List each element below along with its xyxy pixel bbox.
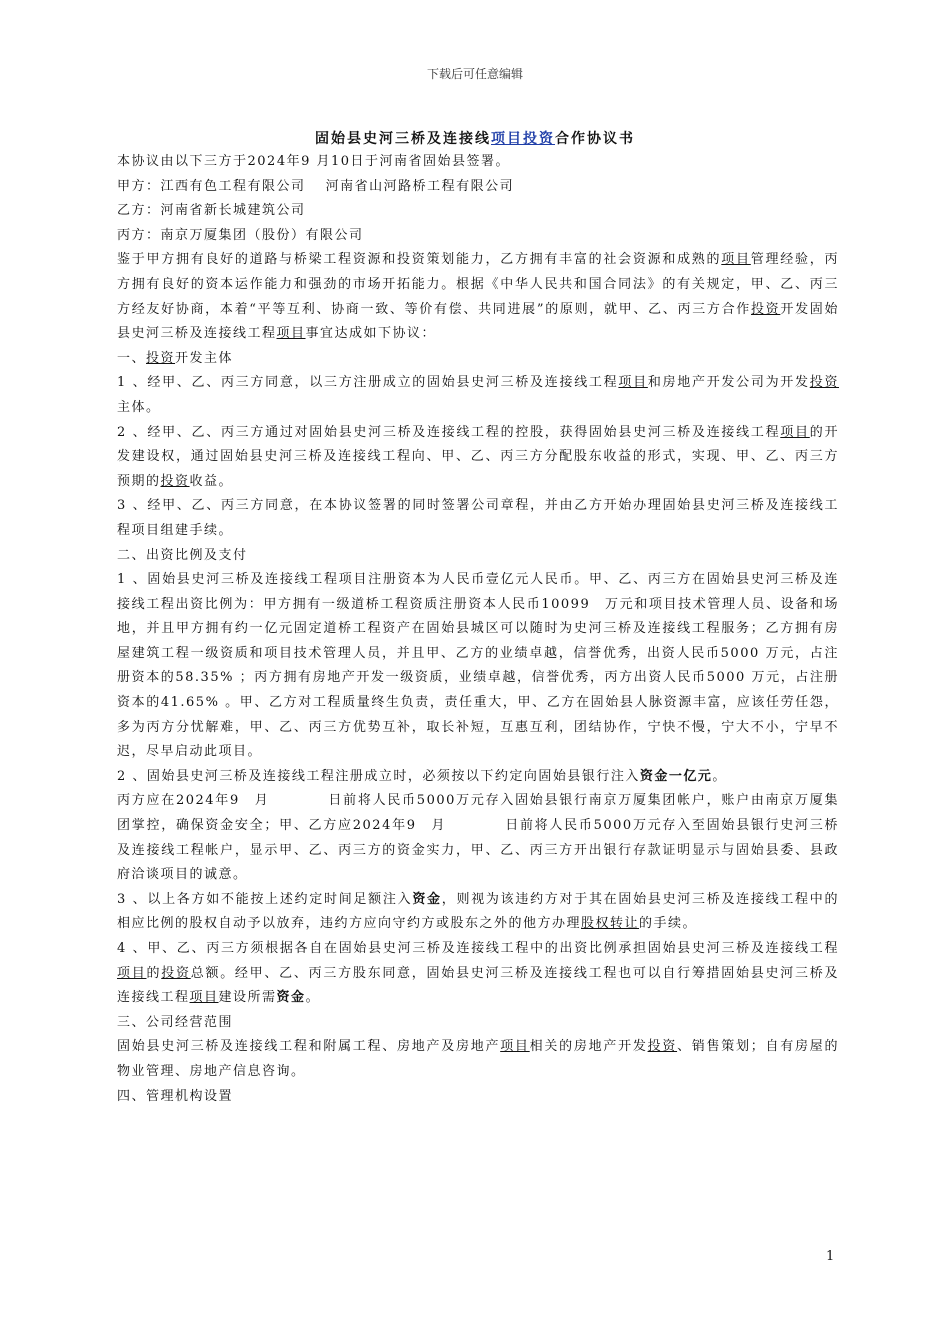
title-suffix: 合作协议书	[555, 131, 635, 147]
text-run: 的开发建设权，通过固始县史河三桥及连接线工程向、甲、乙、丙三方分配股东收益的形式，实现、甲、乙、丙三方预期的	[117, 424, 839, 489]
text-run: 4 、甲、乙、丙三方须根据各自在固始县史河三桥及连接线工程中的出资比例承担固始县史河三桥及连接线工程	[117, 941, 839, 956]
title-prefix: 固始县史河三桥及连接线	[315, 131, 491, 147]
text-run: 1 、经甲、乙、丙三方同意，以三方注册成立的固始县史河三桥及连接线工程	[117, 375, 619, 391]
keyword-link[interactable]: 投资	[809, 375, 839, 391]
text-run: 一、	[117, 350, 147, 366]
keyword-link[interactable]: 项目	[721, 252, 751, 268]
keyword-link[interactable]: 项目	[618, 375, 648, 391]
text-run: 2 、固始县史河三桥及连接线工程注册成立时，必须按以下约定向固始县银行注入	[117, 768, 640, 784]
keyword-link[interactable]: 项目	[117, 965, 147, 981]
text-run: 相关的房地产开发	[529, 1039, 648, 1055]
text-run: 、销售策划；自有房屋的物业管理、房地产信息咨询。	[117, 1039, 839, 1079]
text-run: 收益。	[189, 473, 234, 489]
text-run: 管理经验，丙方拥有良好的资本运作能力和强劲的市场开拓能力。根据《中华人民共和国合同法》的有关规定，甲、乙、丙三方经友好协商，本着“平等互利、协商一致、等价有偿、共同进展”的原则，就甲、乙、丙三方合作	[117, 252, 839, 317]
keyword-link[interactable]: 投资	[160, 473, 190, 489]
keyword-link[interactable]: 股权转让	[581, 916, 640, 932]
keyword-link[interactable]: 项目	[189, 990, 219, 1006]
section-2-clause-2-detail: 丙方应在2024年9 月 日前将人民币5000万元存入固始县银行南京万厦集团帐户，账户由南京万厦集团掌控，确保资金安全；甲、乙方应2024年9 月 日前将人民币5000万元存入至固始县银行史河三桥及连接线工程帐户，显示甲、乙、丙三方的资金实力，甲、乙、丙三方开出银行存款证明显示与固始县委、县政府洽谈项目的诚意。	[117, 793, 839, 883]
text-run: 。	[712, 768, 727, 784]
keyword-link[interactable]: 项目	[780, 424, 810, 440]
preamble-paragraph	[117, 248, 839, 346]
text-run: ，则视为该违约方对于其在固始县史河三桥及连接线工程中的相应比例的股权自动予以放弃，违约方应向守约方或股东之外的他方办理	[117, 891, 839, 932]
text-run: 总额。经甲、乙、丙三方股东同意，固始县史河三桥及连接线工程也可以自行筹措固始县史河三桥及连接线工程	[117, 965, 839, 1006]
document-body	[117, 150, 839, 1109]
title-link[interactable]: 项目投资	[491, 131, 555, 147]
text-run: 鉴于甲方拥有良好的道路与桥梁工程资源和投资策划能力，乙方拥有丰富的社会资源和成熟的	[117, 252, 722, 268]
document-title	[0, 128, 950, 148]
bold-text: 资金	[276, 990, 306, 1006]
party-c: 丙方：南京万厦集团（股份）有限公司	[117, 227, 364, 243]
section-2-clause-3	[117, 888, 839, 937]
text-run: 事宜达成如下协议：	[305, 326, 437, 342]
text-run: 开发主体	[175, 350, 234, 366]
text-run: 的	[146, 965, 162, 981]
section-2-clause-1: 1 、固始县史河三桥及连接线工程项目注册资本为人民币壹亿元人民币。甲、乙、丙三方在固始县史河三桥及连接线工程出资比例为：甲方拥有一级道桥工程资质注册资本人民币10099 万元和项目技术管理人员、设备和场地，并且甲方拥有约一亿元固定道桥工程资产在固始县城区可以随时为史河三桥及连接线工程服务；乙方拥有房屋建筑工程一级资质和项目技术管理人员，并且甲、乙方的业绩卓越，信誉优秀，出资人民币5000 万元，占注册资本的58.35% ；丙方拥有房地产开发一级资质，业绩卓越，信誉优秀，丙方出资人民币5000 万元，占注册资本的41.65% 。甲、乙方对工程质量终生负责，责任重大，甲、乙方在固始县人脉资源丰富，应该任劳任怨，多为丙方分忧解难，甲、乙、丙三方优势互补，取长补短，互惠互利，团结协作，宁快不慢，宁大不小，宁早不迟，尽早启动此项目。	[117, 572, 839, 760]
party-b: 乙方：河南省新长城建筑公司	[117, 203, 306, 219]
section-1-clause-1	[117, 371, 839, 420]
section-3-paragraph	[117, 1035, 839, 1084]
keyword-link[interactable]: 投资	[750, 301, 781, 317]
text-run: 3 、以上各方如不能按上述约定时间足额注入	[117, 891, 413, 907]
keyword-link[interactable]: 投资	[647, 1039, 678, 1055]
text-run: 和房地产开发公司为开发	[647, 375, 810, 391]
text-run: 。	[305, 990, 321, 1006]
bold-text: 资金	[412, 891, 442, 907]
text-run: 固始县史河三桥及连接线工程和附属工程、房地产及房地产	[117, 1039, 501, 1055]
text-run: 主体。	[117, 399, 161, 415]
section-1-heading	[117, 347, 839, 372]
party-a: 甲方：江西有色工程有限公司 河南省山河路桥工程有限公司	[117, 178, 515, 194]
text-run: 开发固始县史河三桥及连接线工程	[117, 301, 839, 342]
bold-text: 资金一亿元	[639, 768, 713, 784]
text-run: 2 、经甲、乙、丙三方通过对固始县史河三桥及连接线工程的控股，获得固始县史河三桥及连接线工程	[117, 424, 781, 440]
keyword-link[interactable]: 投资	[146, 350, 176, 366]
section-4-heading: 四、管理机构设置	[117, 1088, 234, 1104]
keyword-link[interactable]: 项目	[500, 1039, 530, 1055]
section-1-clause-3: 3 、经甲、乙、丙三方同意，在本协议签署的同时签署公司章程，并由乙方开始办理固始县史河三桥及连接线工程项目组建手续。	[117, 498, 839, 538]
section-2-heading: 二、出资比例及支付	[117, 547, 248, 563]
keyword-link[interactable]: 项目	[276, 326, 306, 342]
section-2-clause-2	[117, 765, 839, 790]
section-2-clause-4	[117, 937, 839, 1011]
page-number: 1	[826, 1249, 835, 1264]
text-run: 建设所需	[218, 990, 277, 1006]
section-3-heading: 三、公司经营范围	[117, 1014, 234, 1030]
keyword-link[interactable]: 投资	[161, 965, 191, 981]
section-1-clause-2	[117, 421, 839, 495]
text-run: 的手续。	[639, 916, 698, 932]
page-header-note: 下载后可任意编辑	[426, 67, 523, 81]
signing-statement: 本协议由以下三方于2024年9 月10日于河南省固始县签署。	[117, 154, 511, 169]
